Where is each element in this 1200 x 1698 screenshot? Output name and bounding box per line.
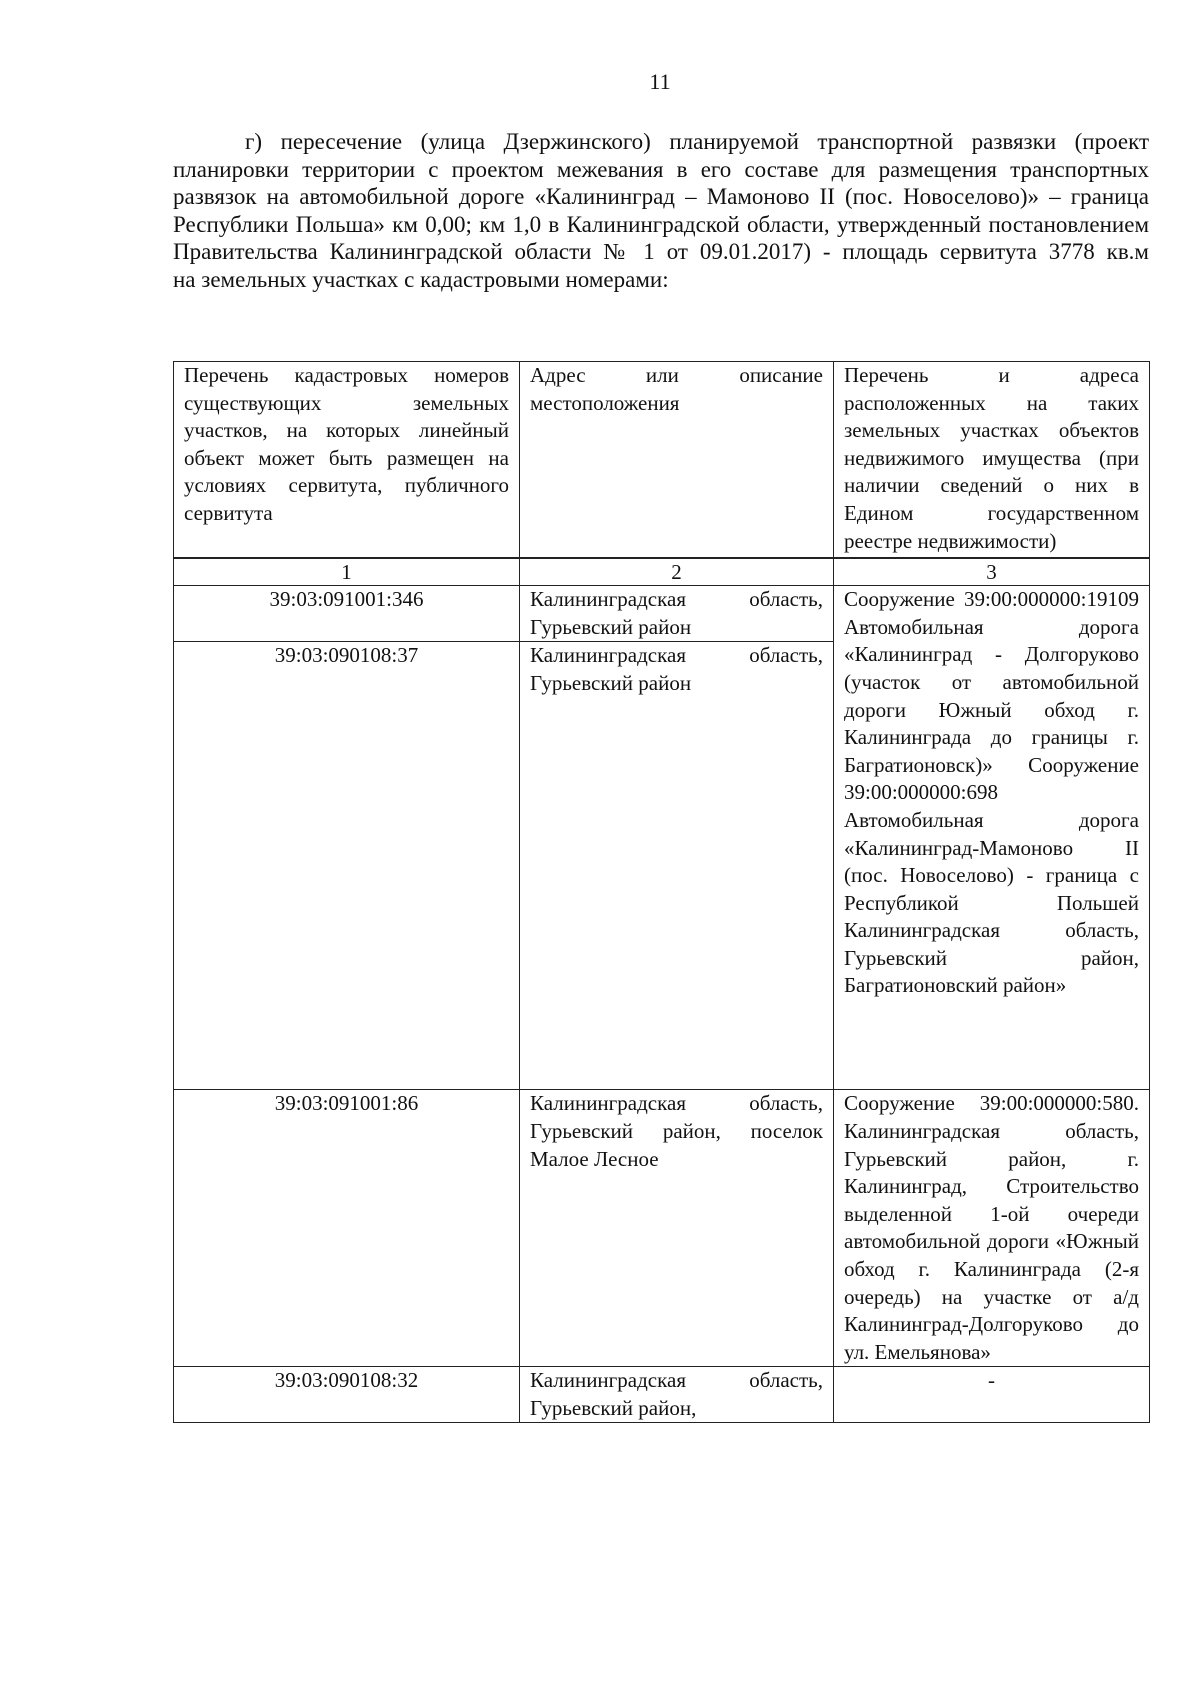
cadastral-number: 39:03:091001:346	[174, 586, 520, 642]
table-column-numbers-row	[174, 558, 1150, 586]
table-header-row	[174, 362, 1150, 559]
header-cadastral: Перечень кадастровых номеров существующих земельных участков, на которых линейный объект может быть размещен на условиях сервитута, публичного сервитута	[174, 362, 520, 559]
address-cell: Калининградская область, Гурьевский район, поселок Малое Лесное	[520, 1090, 834, 1367]
intro-text	[173, 128, 1149, 294]
address-cell: Калининградская область, Гурьевский район,	[520, 1367, 834, 1423]
page-number: 11	[649, 69, 671, 94]
cadastral-number: 39:03:090108:32	[174, 1367, 520, 1423]
cadastral-number: 39:03:091001:86	[174, 1090, 520, 1367]
address-cell: Калининградская область, Гурьевский район	[520, 642, 834, 1090]
intro-tail: на земельных участках с кадастровыми номерами:	[173, 266, 669, 292]
header-objects: Перечень и адреса расположенных на таких земельных участках объектов недвижимого имущества (при наличии сведений о них в Едином государственном реестре недвижимости)	[834, 362, 1150, 559]
column-number-1: 1	[174, 558, 520, 586]
column-number-3: 3	[834, 558, 1150, 586]
table-row	[174, 586, 1150, 642]
table-row	[174, 1367, 1150, 1423]
servitude-table	[173, 361, 1150, 1423]
cadastral-number: 39:03:090108:37	[174, 642, 520, 1090]
objects-cell-merged: Сооружение 39:00:000000:19109 Автомобильная дорога «Калининград - Долгоруково (участок от автомобильной дороги Южный обход г. Калининграда до границы г. Багратионовск)» Сооружение 39:00:000000:698 Автомобильная дорога «Калининград-Мамоново II (пос. Новоселово) - граница с Республикой Польшей Калининградская область, Гурьевский район, Багратионовский район»	[834, 586, 1150, 1090]
objects-cell: -	[834, 1367, 1150, 1423]
address-cell: Калининградская область, Гурьевский район	[520, 586, 834, 642]
intro-paragraph: г) пересечение (улица Дзержинского) планируемой транспортной развязки (проект планировки территории с проектом межевания в его составе для размещения транспортных развязок на автомобильной дороге «Калининград – Мамоново II (пос. Новоселово)» – граница Республики Польша» км 0,00; км 1,0 в Калининградской области, утвержденный постановлением Правительства Калининградской области № 1 от 09.01.2017) - площадь сервитута 3778 кв.м	[173, 129, 1149, 265]
table-row	[174, 1090, 1150, 1367]
objects-cell: Сооружение 39:00:000000:580. Калининградская область, Гурьевский район, г. Калининград, Строительство выделенной 1-ой очереди автомобильной дороги «Южный обход г. Калининграда (2-я очередь) на участке от а/д Калининград-Долгоруково до ул. Емельянова»	[834, 1090, 1150, 1367]
header-address: Адрес или описание местоположения	[520, 362, 834, 559]
column-number-2: 2	[520, 558, 834, 586]
